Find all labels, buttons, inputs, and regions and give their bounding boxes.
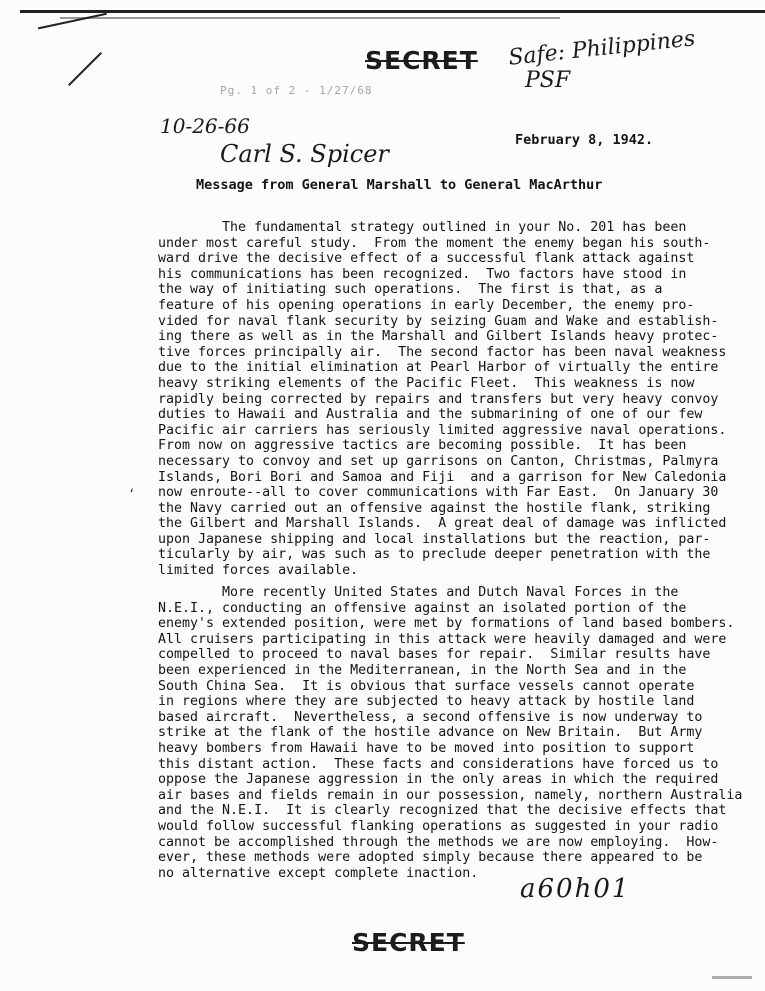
body-paragraph-1: The fundamental strategy outlined in your No. 201 has been under most careful study. From the moment the enemy began his south- ward drive the decisive effect of a successful flank attack against his communications has been recognized. Two factors have stood in the way of initiating such operations. The first is that, as a feature of his opening operations in early December, the enemy pro- vided for naval flank security by seizing Guam and Wake and establish- ing there as well as in the Marshall and Gilbert Islands heavy protec- tive forces principally air. The second factor has been naval weakness due to the initial elimination at Pearl Harbor of virtually the entire heavy striking elements of the Pacific Fleet. This weakness is now rapidly being corrected by repairs and transfers but very heavy convoy duties to Hawaii and Australia and the submarining of one of our few Pacific air carriers has seriously limited aggressive naval operations. From now on aggressive tactics are becoming possible. It has been necessary to convoy and set up garrisons on Canton, Christmas, Palmyra Islands, Bori Bori and Samoa and Fiji and a garrison for New Caledonia now enroute--all to cover communications with Far East. On January 30 the Navy carried out an offensive against the hostile flank, striking the Gilbert and Marshall Islands. A great deal of damage was inflicted upon Japanese shipping and local installations but the reaction, par- ticularly by air, was such as to preclude deeper penetration with the limited forces available.	[158, 220, 727, 579]
classification-top: SECRET	[365, 46, 478, 75]
pen-slash	[68, 52, 102, 86]
document-date: February 8, 1942.	[515, 132, 654, 148]
top-rule	[20, 10, 765, 13]
faint-declassification-stamp: Pg. 1 of 2 - 1/27/68	[220, 84, 373, 97]
document-subject: Message from General Marshall to General MacArthur	[196, 177, 603, 193]
body-paragraph-2: More recently United States and Dutch Naval Forces in the N.E.I., conducting an offensive against an isolated portion of the enemy's extended position, were met by formations of land based bombers. All cruisers participating in this attack were heavily damaged and were compelled to proceed to naval bases for repair. Similar results have been experienced in the Mediterranean, in the North Sea and in the South China Sea. It is obvious that surface vessels cannot operate in regions where they are subjected to heavy attack by hostile land based aircraft. Nevertheless, a second offensive is now underway to strike at the flank of the hostile advance on New Britain. But Army heavy bombers from Hawaii have to be moved into position to support this distant action. These facts and considerations have forced us to oppose the Japanese aggression in the only areas in which the required air bases and fields remain in our possession, namely, northern Australia and the N.E.I. It is clearly recognized that the decisive effects that would follow successful flanking operations as suggested in your radio cannot be accomplished through the methods we are now employing. How- ever, these methods were adopted simply because there appeared to be no alternative except complete inaction.	[158, 585, 743, 881]
bottom-scan-mark	[712, 976, 752, 979]
top-rule-secondary	[60, 17, 560, 19]
handwritten-annotation-safe: Safe: Philippines	[507, 26, 697, 71]
handwritten-signature: Carl S. Spicer	[220, 140, 389, 168]
classification-bottom: SECRET	[352, 928, 465, 957]
handwritten-document-number: a60h01	[520, 874, 631, 904]
handwritten-date: 10-26-66	[160, 114, 250, 138]
margin-mark: ‘	[128, 487, 136, 501]
handwritten-psf: PSF	[525, 68, 571, 93]
